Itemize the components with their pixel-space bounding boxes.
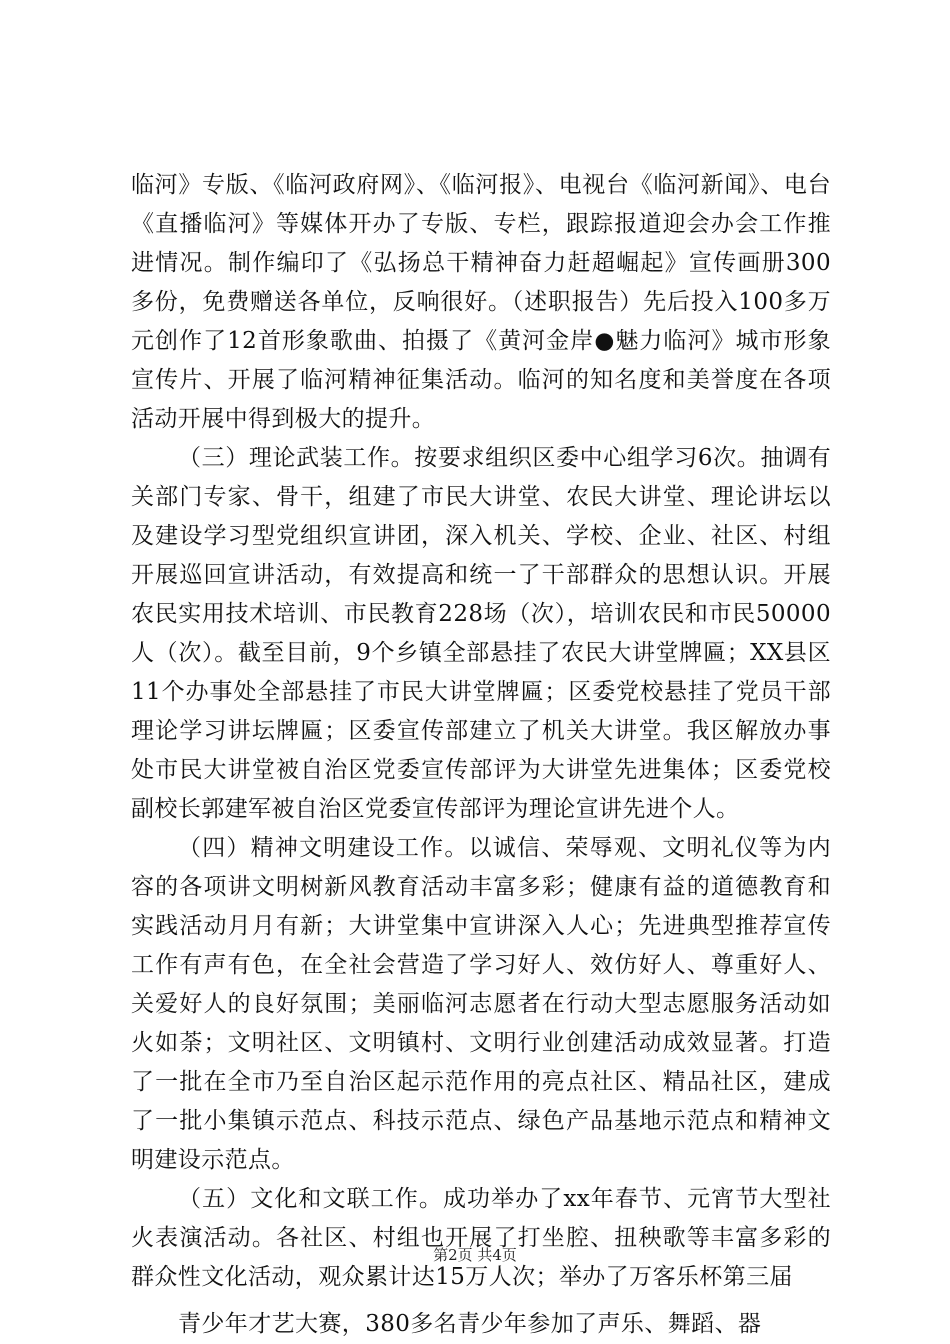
- page-number-footer: 第2页 共4页: [433, 1246, 517, 1264]
- paragraph-culture-work: （五）文化和文联工作。成功举办了xx年春节、元宵节大型社火表演活动。各社区、村组也开展了打坐腔、扭秧歌等丰富多彩的群众性文化活动，观众累计达15万人次；举办了万客乐杯第三届: [131, 1186, 831, 1290]
- paragraph-theory-work: （三）理论武装工作。按要求组织区委中心组学习6次。抽调有关部门专家、骨干，组建了市民大讲堂、农民大讲堂、理论讲坛以及建设学习型党组织宣讲团，深入机关、学校、企业、社区、村组开展巡回宣讲活动，有效提高和统一了干部群众的思想认识。开展农民实用技术培训、市民教育228场（次），培训农民和市民50000人（次）。截至目前，9个乡镇全部悬挂了农民大讲堂牌匾；XX县区11个办事处全部悬挂了市民大讲堂牌匾；区委党校悬挂了党员干部理论学习讲坛牌匾；区委宣传部建立了机关大讲堂。我区解放办事处市民大讲堂被自治区党委宣传部评为大讲堂先进集体；区委党校副校长郭建军被自治区党委宣传部评为理论宣讲先进个人。: [131, 445, 831, 822]
- paragraph-media-promotion: 临河》专版、《临河政府网》、《临河报》、电视台《临河新闻》、电台《直播临河》等媒体开办了专版、专栏，跟踪报道迎会办会工作推进情况。制作编印了《弘扬总干精神奋力赶超崛起》宣传画册300多份，免费赠送各单位，反响很好。（述职报告）先后投入100多万元创作了12首形象歌曲、拍摄了《黄河金岸●魅力临河》城市形象宣传片、开展了临河精神征集活动。临河的知名度和美誉度在各项活动开展中得到极大的提升。: [131, 172, 831, 432]
- paragraph-civilization-work: （四）精神文明建设工作。以诚信、荣辱观、文明礼仪等为内容的各项讲文明树新风教育活动丰富多彩；健康有益的道德教育和实践活动月月有新；大讲堂集中宣讲深入人心；先进典型推荐宣传工作有声有色，在全社会营造了学习好人、效仿好人、尊重好人、关爱好人的良好氛围；美丽临河志愿者在行动大型志愿服务活动如火如荼；文明社区、文明镇村、文明行业创建活动成效显著。打造了一批在全市乃至自治区起示范作用的亮点社区、精品社区，建成了一批小集镇示范点、科技示范点、绿色产品基地示范点和精神文明建设示范点。: [131, 835, 831, 1173]
- document-body: [131, 166, 831, 1344]
- paragraph-youth-contest: 青少年才艺大赛，380多名青少年参加了声乐、舞蹈、器: [178, 1311, 762, 1337]
